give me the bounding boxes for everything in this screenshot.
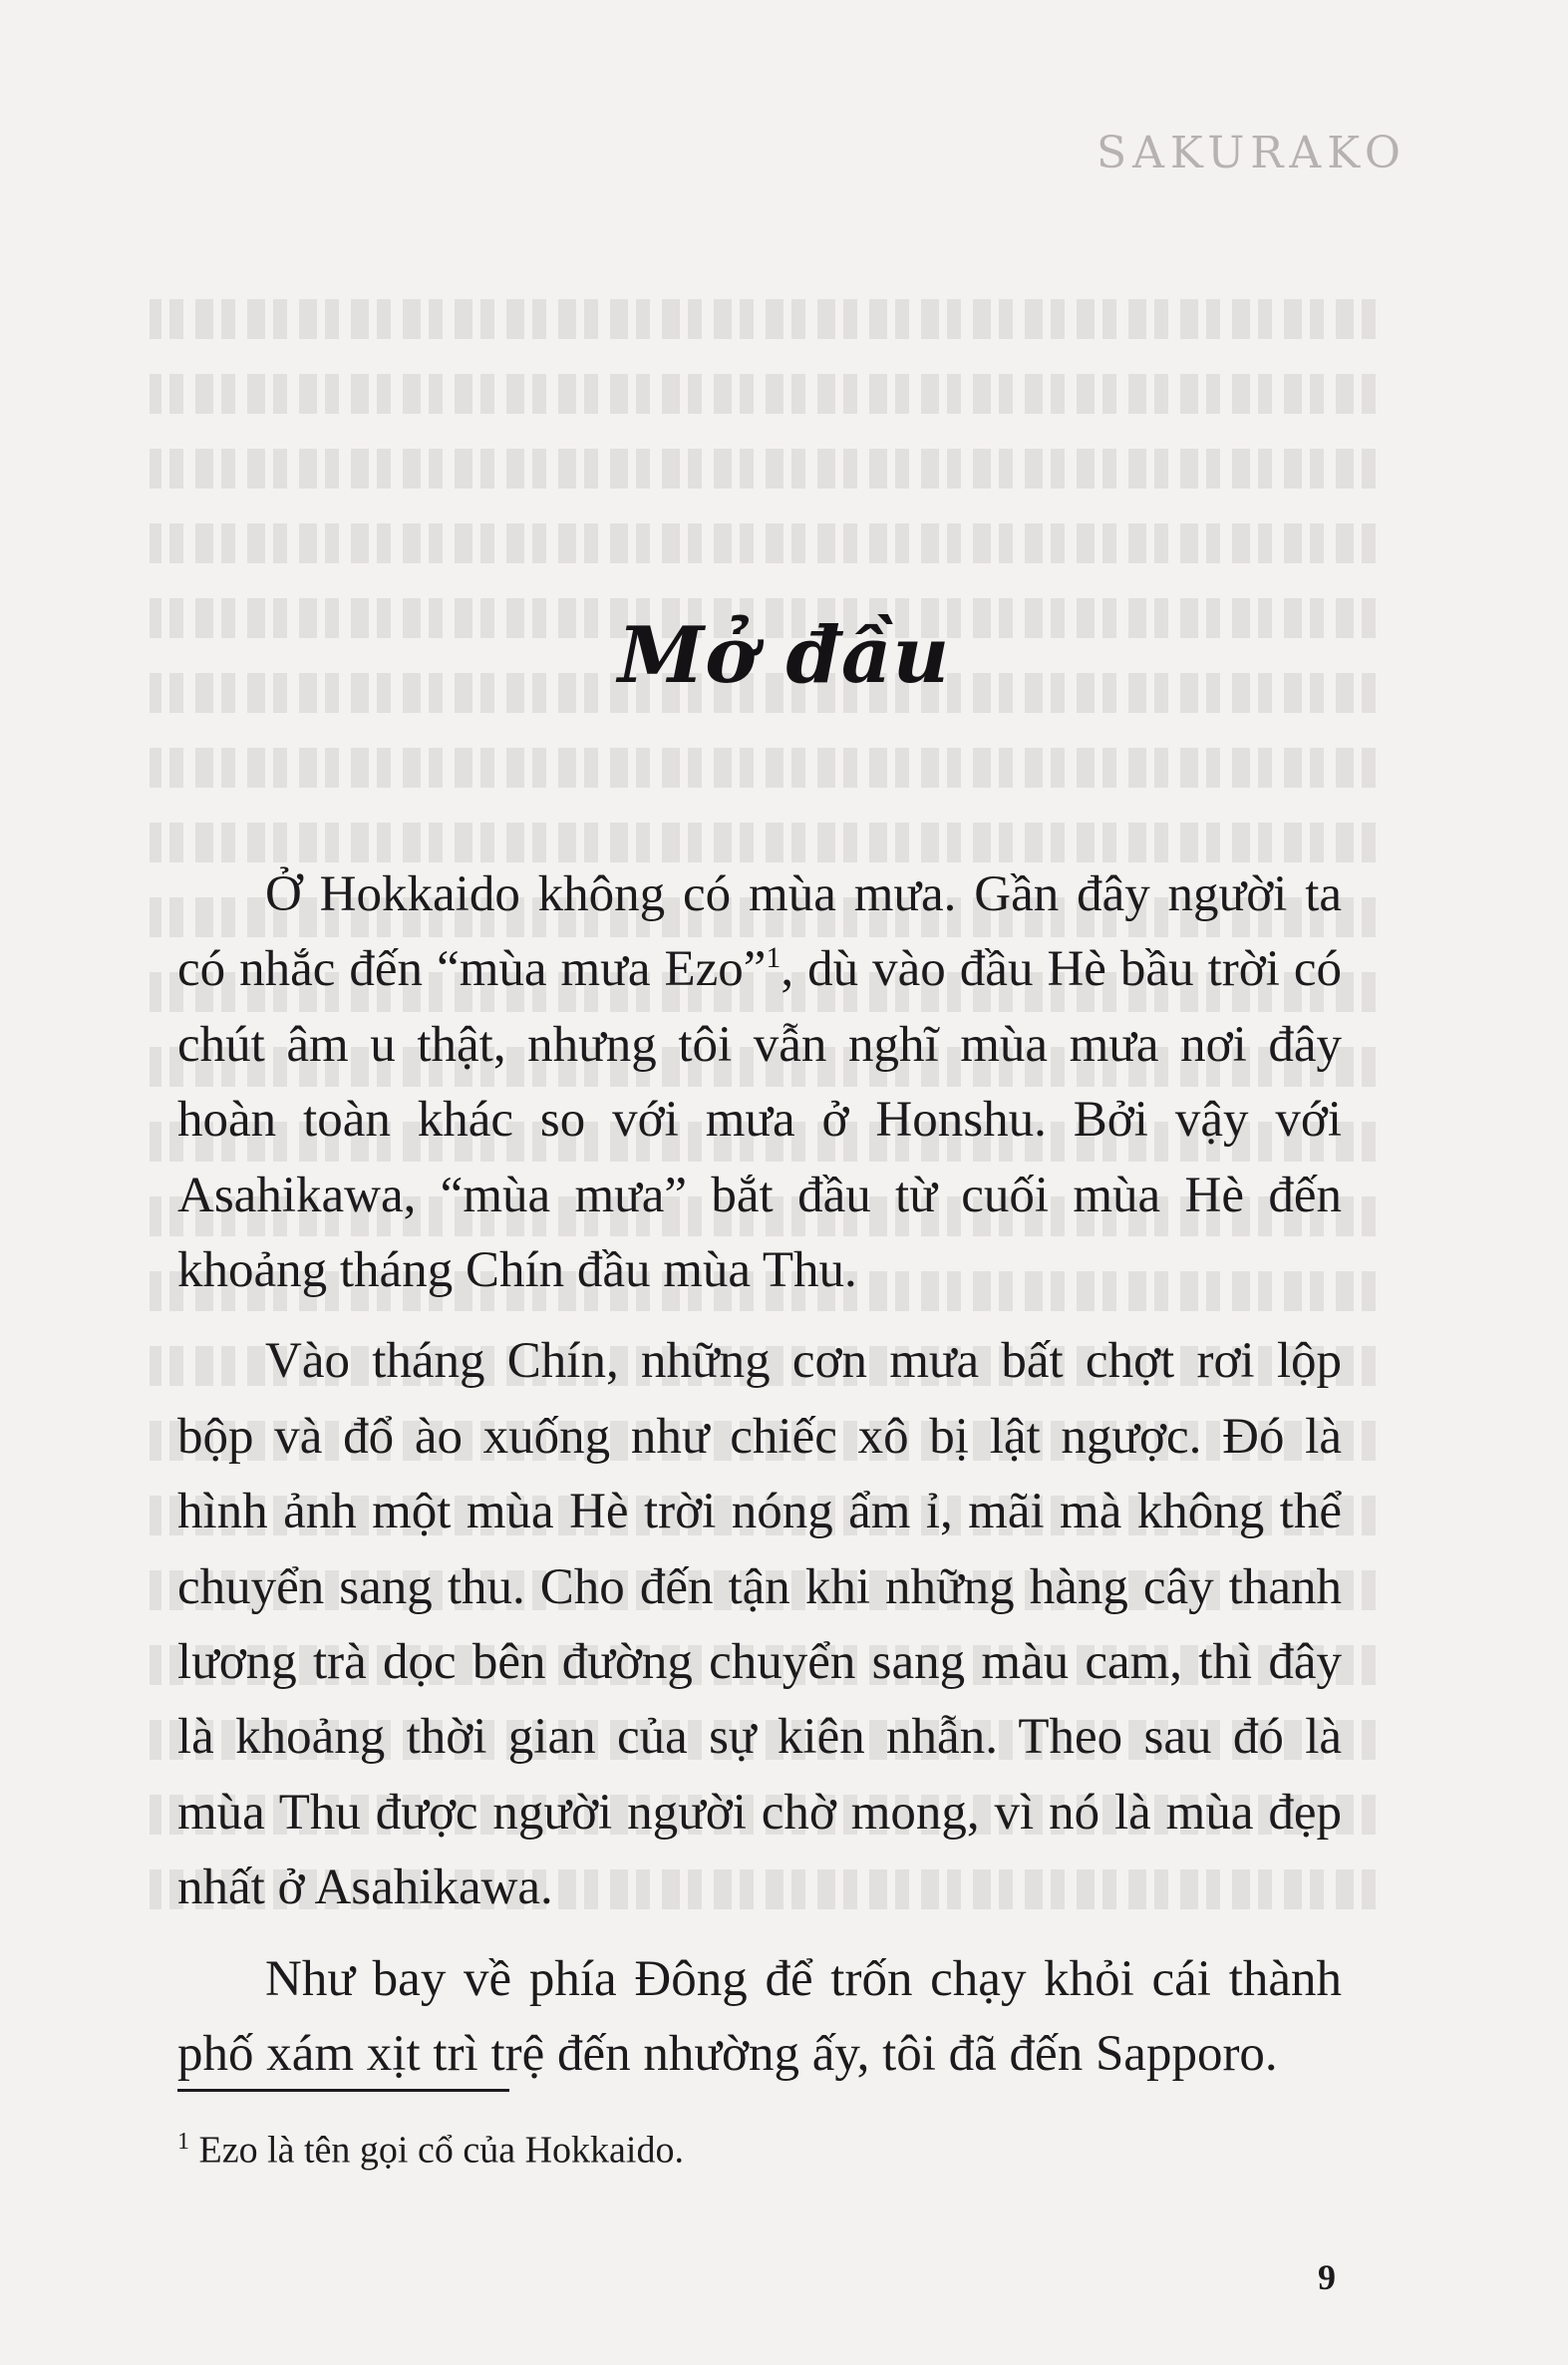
footnote-number: 1 <box>177 2129 189 2155</box>
footnote <box>177 2114 1274 2179</box>
paragraph <box>177 857 1342 1308</box>
paragraph-text: Ở Hokkaido không có mùa mưa. Gần đây người ta có nhắc đến “mùa mưa Ezo” <box>177 866 1342 998</box>
paragraph-text: , dù vào đầu Hè bầu trời có chút âm u thật, nhưng tôi vẫn nghĩ mùa mưa nơi đây hoàn toàn khác so với mưa ở Honshu. Bởi vậy với Asahikawa, “mùa mưa” bắt đầu từ cuối mùa Hè đến khoảng tháng Chín đầu mùa Thu. <box>177 941 1343 1299</box>
paragraph: Như bay về phía Đông để trốn chạy khỏi cái thành phố xám xịt trì trệ đến nhường ấy, tôi đã đến Sapporo. <box>177 1950 1342 2083</box>
series-logo: SAKURAKO <box>1097 128 1407 178</box>
running-header-logo <box>1097 128 1407 217</box>
footnote-text: Ezo là tên gọi cổ của Hokkaido. <box>189 2129 684 2172</box>
page-number: 9 <box>1318 2257 1336 2297</box>
body-text <box>177 857 1342 2109</box>
chapter-title: Mở đầu <box>617 610 951 702</box>
footnote-reference: 1 <box>766 941 782 975</box>
footnote-divider <box>177 2089 509 2092</box>
paragraph: Vào tháng Chín, những cơn mưa bất chợt rơi lộp bộp và đổ ào xuống như chiếc xô bị lật ngược. Đó là hình ảnh một mùa Hè trời nóng ẩm ỉ, mãi mà không thể chuyển sang thu. Cho đến tận khi những hàng cây thanh lương trà dọc bên đường chuyển sang màu cam, thì đây là khoảng thời gian của sự kiên nhẫn. Theo sau đó là mùa Thu được người người chờ mong, vì nó là mùa đẹp nhất ở Asahikawa. <box>177 1333 1342 1916</box>
